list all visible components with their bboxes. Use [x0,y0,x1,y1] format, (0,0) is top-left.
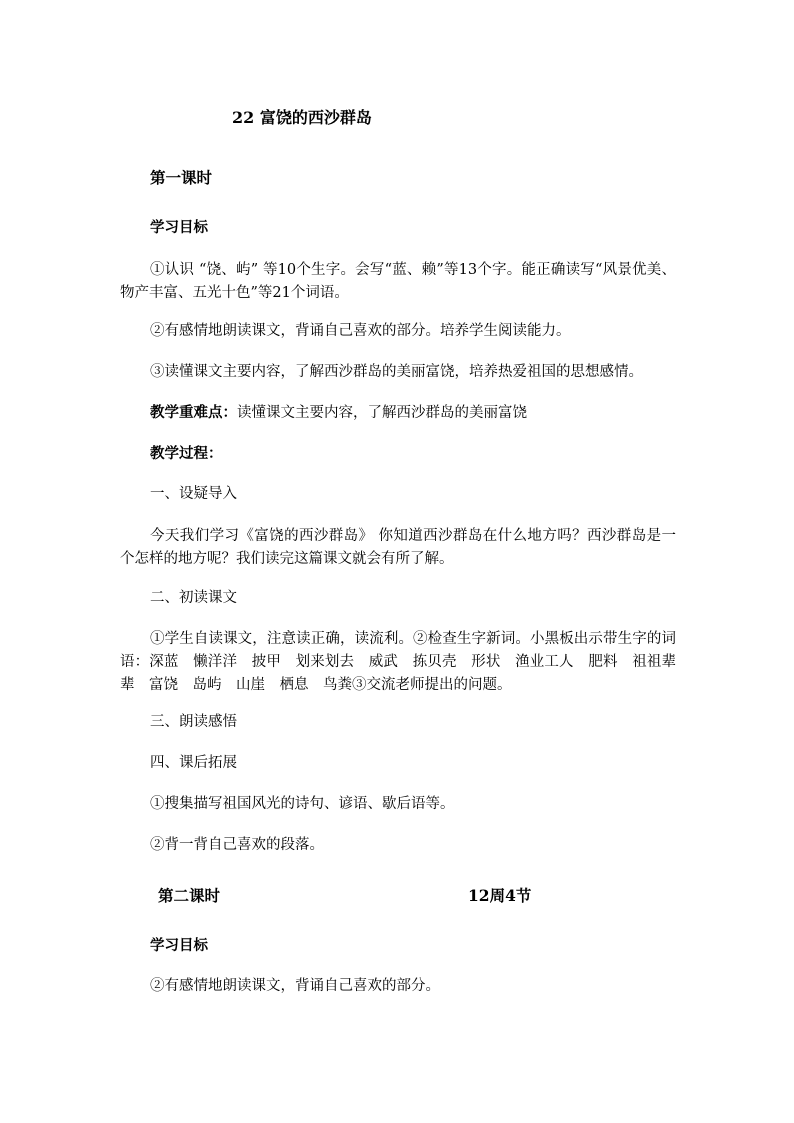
key-points [150,401,527,425]
step2-heading: 二、初读课文 [150,590,237,606]
lesson1-objective-1: ①认识 “饶、屿” 等10个生字。会写“蓝、赖”等13个字。能正确读写“风景优美、物产丰富、五光十色”等21个词语。 [120,262,676,301]
key-points-text: 读懂课文主要内容，了解西沙群岛的美丽富饶 [237,405,527,421]
lesson2-objective-1: ②有感情地朗读课文，背诵自己喜欢的部分。 [150,978,440,994]
lesson2-schedule: 12周4节 [468,886,532,905]
step1-text: 今天我们学习《富饶的西沙群岛》 你知道西沙群岛在什么地方吗？西沙群岛是一个怎样的地方呢？我们读完这篇课文就会有所了解。 [120,528,676,567]
step3-heading: 三、朗读感悟 [150,714,237,730]
process-heading: 教学过程： [150,445,223,462]
step4-item-1: ①搜集描写祖国风光的诗句、谚语、歇后语等。 [150,796,455,812]
lesson1-objectives-heading: 学习目标 [150,219,208,236]
lesson2-heading: 第二课时 [158,886,221,905]
document-title: 22 富饶的西沙群岛 [232,108,372,127]
lesson1-objective-2: ②有感情地朗读课文，背诵自己喜欢的部分。培养学生阅读能力。 [150,323,571,339]
step4-heading: 四、课后拓展 [150,755,237,771]
step2-text: ①学生自读课文，注意读正确，读流利。②检查生字新词。小黑板出示带生字的词语：深蓝 懒洋洋 披甲 划来划去 威武 拣贝壳 形状 渔业工人 肥料 祖祖辈辈 富饶 岛屿 山崖 栖息 鸟粪③交流老师提出的问题。 [120,631,676,693]
lesson1-objective-3: ③读懂课文主要内容，了解西沙群岛的美丽富饶，培养热爱祖国的思想感情。 [150,364,643,380]
lesson1-heading: 第一课时 [150,168,213,187]
key-points-label: 教学重难点： [150,404,237,421]
step1-heading: 一、设疑导入 [150,486,237,502]
lesson2-objectives-heading: 学习目标 [150,937,208,954]
step4-item-2: ②背一背自己喜欢的段落。 [150,837,324,853]
